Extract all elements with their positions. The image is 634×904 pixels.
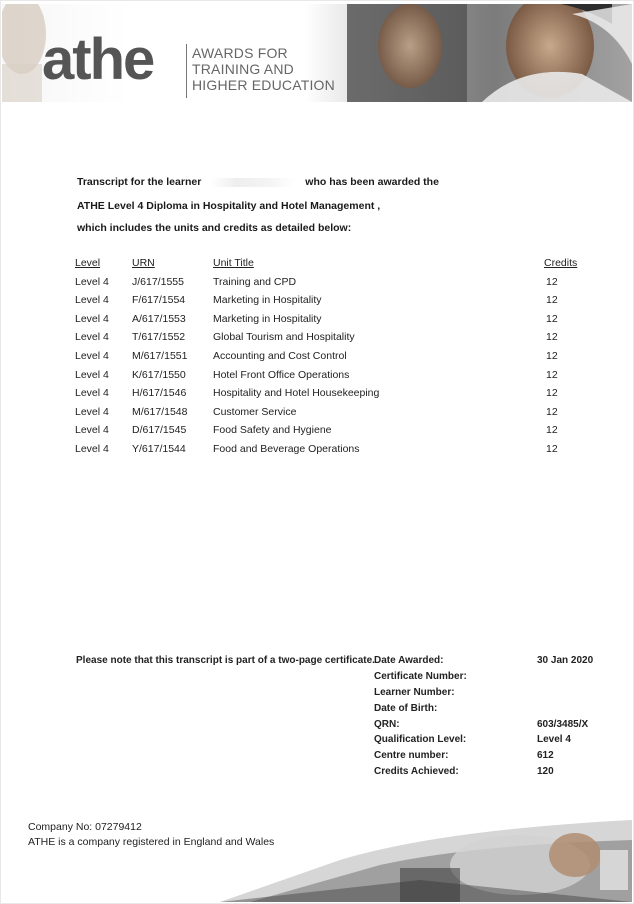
detail-row	[374, 687, 604, 703]
unit-row	[75, 276, 595, 295]
intro-line-3: which includes the units and credits as detailed below:	[77, 222, 352, 234]
unit-row	[75, 294, 595, 313]
tagline-line: AWARDS FOR	[192, 45, 288, 61]
header-level: Level	[75, 257, 101, 269]
logo-wordmark: athe	[42, 27, 154, 92]
unit-title: Accounting and Cost Control	[213, 349, 347, 362]
detail-row	[374, 703, 604, 719]
header-banner	[2, 4, 632, 102]
unit-credits: 12	[546, 368, 558, 381]
unit-urn: D/617/1545	[132, 424, 187, 437]
header-urn: URN	[132, 257, 155, 269]
unit-row	[75, 424, 595, 443]
header-unit-title: Unit Title	[213, 257, 254, 269]
unit-row	[75, 406, 595, 425]
unit-credits: 12	[546, 312, 558, 325]
company-registration: ATHE is a company registered in England and Wales	[28, 836, 275, 848]
unit-urn: J/617/1555	[132, 275, 184, 288]
footer-banner-photo	[220, 820, 632, 902]
units-table-body	[75, 276, 595, 462]
unit-credits: 12	[546, 294, 558, 307]
detail-label: Qualification Level:	[374, 734, 467, 746]
unit-credits: 12	[546, 349, 558, 362]
header-credits: Credits	[544, 257, 578, 269]
unit-row	[75, 331, 595, 350]
unit-level: Level 4	[75, 275, 109, 288]
detail-value: 612	[537, 750, 554, 762]
unit-urn: K/617/1550	[132, 368, 186, 381]
detail-value: 30 Jan 2020	[537, 655, 594, 666]
detail-row	[374, 671, 604, 687]
unit-level: Level 4	[75, 294, 109, 307]
detail-label: Learner Number:	[374, 686, 455, 698]
unit-level: Level 4	[75, 405, 109, 418]
two-page-note: Please note that this transcript is part of a two-page certificate.	[76, 655, 375, 666]
detail-row	[374, 750, 604, 766]
tagline-line: HIGHER EDUCATION	[192, 77, 335, 93]
detail-row	[374, 766, 604, 782]
unit-urn: T/617/1552	[132, 331, 186, 344]
unit-title: Marketing in Hospitality	[213, 294, 322, 307]
unit-credits: 12	[546, 387, 558, 400]
unit-row	[75, 313, 595, 332]
unit-urn: H/617/1546	[132, 387, 187, 400]
unit-title: Hospitality and Hotel Housekeeping	[213, 387, 380, 400]
detail-label: Date Awarded:	[374, 655, 444, 666]
unit-row	[75, 387, 595, 406]
unit-urn: M/617/1551	[132, 349, 188, 362]
detail-row	[374, 734, 604, 750]
detail-value: Level 4	[537, 734, 571, 746]
intro-prefix: Transcript for the learner	[77, 176, 202, 188]
detail-row	[374, 655, 604, 671]
unit-row	[75, 443, 595, 462]
units-table	[75, 257, 595, 462]
unit-credits: 12	[546, 331, 558, 344]
unit-level: Level 4	[75, 442, 109, 455]
unit-urn: F/617/1554	[132, 294, 186, 307]
unit-level: Level 4	[75, 424, 109, 437]
unit-title: Food and Beverage Operations	[213, 442, 360, 455]
unit-urn: M/617/1548	[132, 405, 188, 418]
learner-name-redacted	[211, 178, 295, 187]
unit-level: Level 4	[75, 331, 109, 344]
detail-label: QRN:	[374, 718, 400, 730]
logo-divider	[186, 44, 187, 98]
unit-level: Level 4	[75, 368, 109, 381]
detail-value: 120	[537, 766, 554, 778]
unit-credits: 12	[546, 424, 558, 437]
unit-row	[75, 350, 595, 369]
unit-level: Level 4	[75, 312, 109, 325]
company-number: Company No: 07279412	[28, 821, 142, 833]
detail-label: Date of Birth:	[374, 702, 438, 714]
logo-tagline	[192, 45, 335, 93]
unit-title: Marketing in Hospitality	[213, 312, 322, 325]
unit-level: Level 4	[75, 387, 109, 400]
unit-credits: 12	[546, 442, 558, 455]
unit-credits: 12	[546, 275, 558, 288]
intro-line-1	[77, 176, 439, 188]
detail-value: 603/3485/X	[537, 718, 589, 730]
unit-level: Level 4	[75, 349, 109, 362]
units-table-header	[75, 257, 595, 276]
qualification-title: ATHE Level 4 Diploma in Hospitality and Hotel Management ,	[77, 200, 381, 212]
unit-title: Customer Service	[213, 405, 297, 418]
detail-label: Centre number:	[374, 750, 449, 762]
intro-suffix: who has been awarded the	[305, 176, 439, 188]
unit-urn: A/617/1553	[132, 312, 186, 325]
unit-title: Hotel Front Office Operations	[213, 368, 350, 381]
tagline-line: TRAINING AND	[192, 61, 294, 77]
unit-title: Food Safety and Hygiene	[213, 424, 332, 437]
detail-row	[374, 719, 604, 735]
detail-label: Certificate Number:	[374, 670, 467, 682]
award-details	[374, 655, 604, 782]
unit-urn: Y/617/1544	[132, 442, 186, 455]
detail-label: Credits Achieved:	[374, 766, 459, 778]
unit-credits: 12	[546, 405, 558, 418]
unit-title: Training and CPD	[213, 275, 297, 288]
unit-row	[75, 369, 595, 388]
unit-title: Global Tourism and Hospitality	[213, 331, 355, 344]
